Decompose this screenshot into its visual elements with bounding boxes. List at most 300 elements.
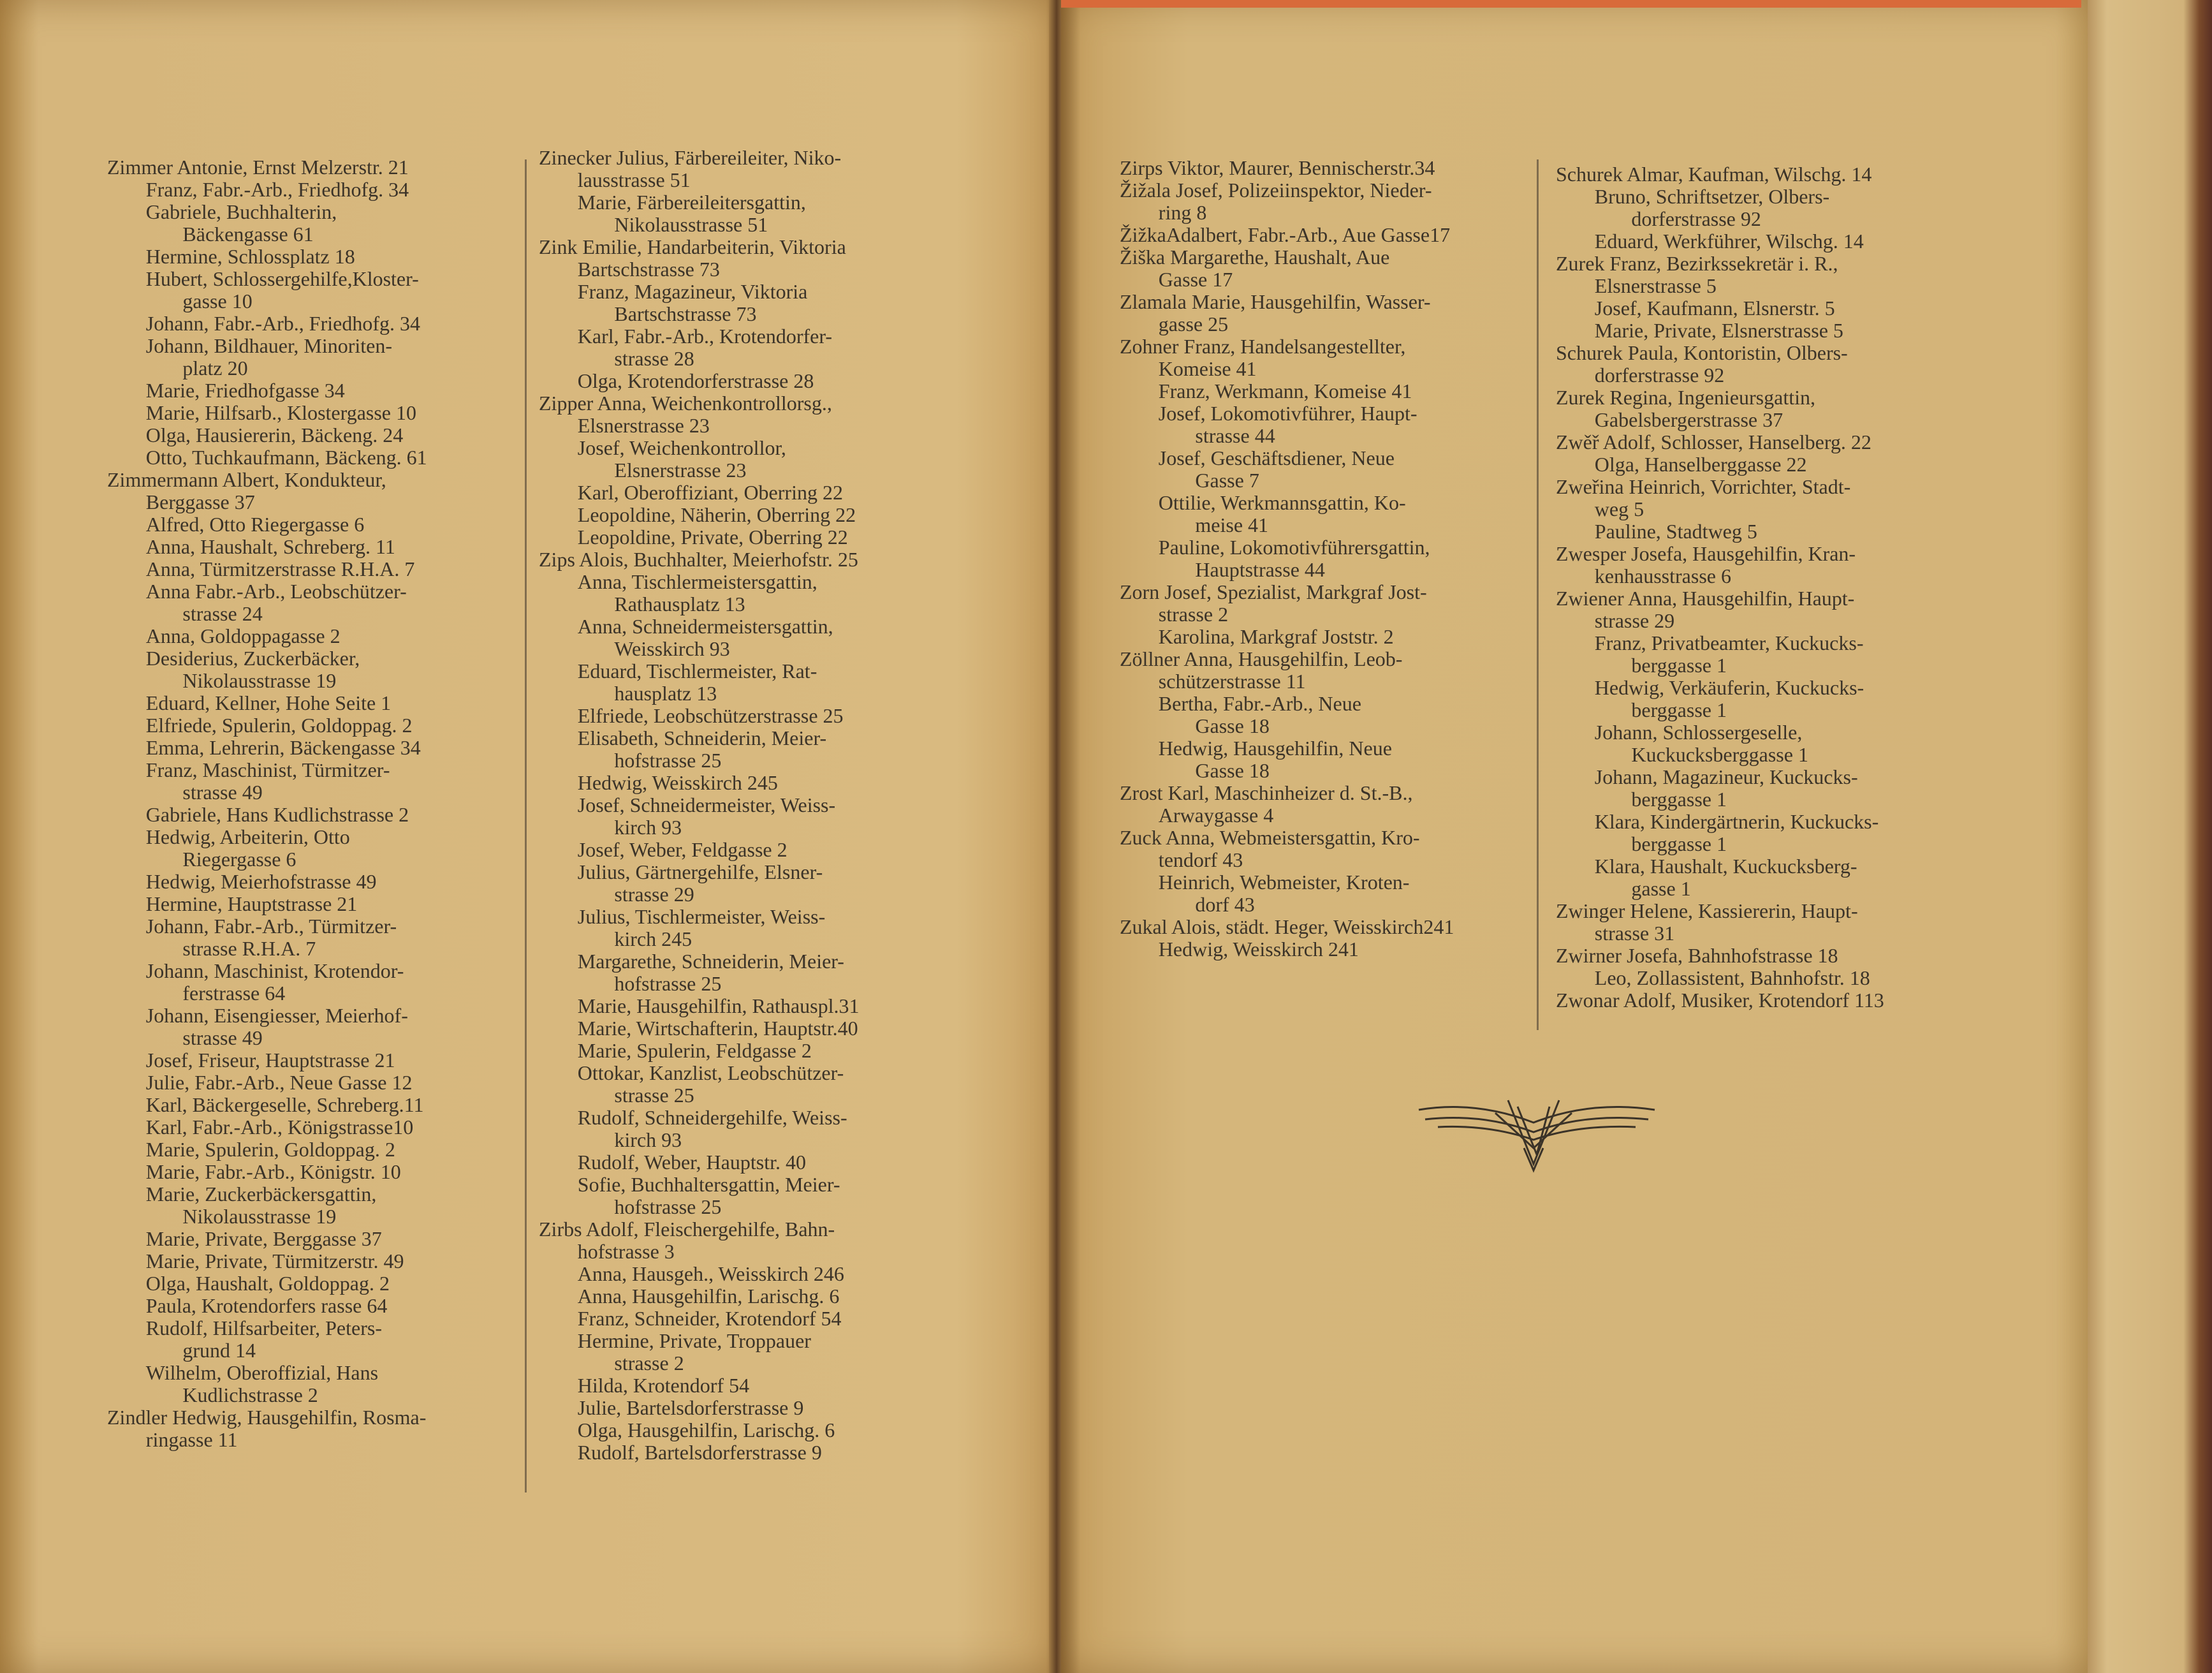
back-cover: [2088, 0, 2212, 1673]
directory-sub-entry: [539, 794, 953, 839]
entry-line: Zirps Viktor, Maurer, Bennischerstr.34: [1120, 156, 1435, 179]
entry-continuation-line: gasse 10: [182, 290, 253, 313]
entry-continuation-line: Nikolausstrasse 19: [182, 1205, 337, 1228]
directory-sub-entry: [107, 647, 518, 692]
entry-line: Elfriede, Spulerin, Goldoppag. 2: [145, 714, 413, 737]
entry-continuation-line: hausplatz 13: [614, 682, 717, 705]
directory-sub-entry: [1556, 230, 1977, 253]
entry-line: Johann, Fabr.-Arb., Türmitzer-: [145, 915, 397, 938]
entry-line: Franz, Schneider, Krotendorf 54: [577, 1307, 842, 1330]
entry-line: Anna, Schneidermeistersgattin,: [577, 615, 833, 638]
entry-continuation-line: Nikolausstrasse 19: [182, 669, 337, 692]
directory-sub-entry: [107, 1228, 518, 1250]
entry-line: Pauline, Lokomotivführersgattin,: [1158, 536, 1430, 559]
entry-line: Elfriede, Leobschützerstrasse 25: [577, 704, 844, 727]
entry-line: Zrost Karl, Maschinheizer d. St.-B.,: [1120, 781, 1413, 804]
entry-line: Marie, Private, Berggasse 37: [145, 1227, 382, 1250]
entry-line: Olga, Hausgehilfin, Larischg. 6: [577, 1419, 835, 1441]
entry-line: Franz, Fabr.-Arb., Friedhofg. 34: [145, 178, 409, 201]
entry-line: Zöllner Anna, Hausgehilfin, Leob-: [1120, 647, 1403, 670]
entry-line: Žižala Josef, Polizeiinspektor, Nieder-: [1120, 179, 1432, 202]
entry-line: Karolina, Markgraf Joststr. 2: [1158, 625, 1394, 648]
directory-sub-entry: [539, 1375, 953, 1397]
entry-line: Emma, Lehrerin, Bäckengasse 34: [145, 736, 421, 759]
entry-line: Josef, Geschäftsdiener, Neue: [1158, 446, 1395, 469]
directory-sub-entry: [1120, 447, 1531, 492]
directory-sub-entry: [107, 1094, 518, 1116]
directory-sub-entry: [107, 201, 518, 246]
entry-line: Josef, Kaufmann, Elsnerstr. 5: [1594, 297, 1835, 320]
entry-line: Desiderius, Zuckerbäcker,: [145, 647, 360, 670]
column-divider-right: [1537, 159, 1539, 1030]
entry-line: Johann, Maschinist, Krotendor-: [145, 959, 404, 982]
entry-line: Marie, Friedhofgasse 34: [145, 379, 345, 402]
entry-continuation-line: lausstrasse 51: [577, 168, 691, 191]
directory-sub-entry: [1556, 632, 1977, 677]
directory-sub-entry: [1556, 320, 1977, 342]
directory-entry: [1120, 179, 1531, 224]
entry-line: Leopoldine, Private, Oberring 22: [577, 526, 848, 549]
entry-line: Johann, Schlossergeselle,: [1594, 721, 1803, 744]
directory-sub-entry: [539, 995, 953, 1017]
entry-continuation-line: hofstrasse 25: [614, 972, 722, 995]
entry-line: Franz, Privatbeamter, Kuckucks-: [1594, 631, 1864, 654]
directory-sub-entry: [107, 558, 518, 580]
entry-line: Marie, Zuckerbäckersgattin,: [145, 1183, 377, 1205]
directory-sub-entry: [539, 1330, 953, 1375]
entry-line: ŽižkaAdalbert, Fabr.-Arb., Aue Gasse17: [1120, 223, 1451, 246]
entry-continuation-line: gasse 1: [1631, 877, 1691, 900]
entry-line: Marie, Fabr.-Arb., Königstr. 10: [145, 1160, 401, 1183]
entry-continuation-line: strasse 2: [1158, 603, 1229, 626]
entry-line: Marie, Hilfsarb., Klostergasse 10: [145, 401, 416, 424]
entry-line: Zwěř Adolf, Schlosser, Hanselberg. 22: [1556, 431, 1871, 453]
directory-entry: [1556, 253, 1977, 297]
directory-entry: [1556, 387, 1977, 431]
directory-entry: [1120, 648, 1531, 693]
directory-sub-entry: [539, 281, 953, 325]
entry-line: Bruno, Schriftsetzer, Olbers-: [1594, 185, 1830, 208]
directory-sub-entry: [539, 727, 953, 772]
directory-sub-entry: [539, 1263, 953, 1285]
directory-sub-entry: [107, 402, 518, 424]
directory-sub-entry: [539, 1017, 953, 1040]
entry-continuation-line: Hauptstrasse 44: [1195, 558, 1325, 581]
entry-line: Hermine, Schlossplatz 18: [145, 245, 355, 268]
entry-continuation-line: strasse 29: [614, 883, 694, 906]
entry-line: Zorn Josef, Spezialist, Markgraf Jost-: [1120, 580, 1427, 603]
directory-sub-entry: [107, 536, 518, 558]
entry-continuation-line: Rathausplatz 13: [614, 593, 745, 615]
entry-line: Olga, Hausiererin, Bäckeng. 24: [145, 424, 404, 446]
directory-sub-entry: [539, 437, 953, 482]
entry-line: Anna, Hausgehilfin, Larischg. 6: [577, 1285, 840, 1308]
directory-sub-entry: [1120, 871, 1531, 916]
entry-line: Josef, Weichenkontrollor,: [577, 436, 786, 459]
directory-sub-entry: [107, 915, 518, 960]
entry-line: Zwonar Adolf, Musiker, Krotendorf 113: [1556, 989, 1884, 1012]
directory-sub-entry: [107, 513, 518, 536]
entry-line: Hermine, Private, Troppauer: [577, 1329, 811, 1352]
directory-entry: [1556, 476, 1977, 520]
directory-entry: [1120, 246, 1531, 291]
directory-entry: [1556, 989, 1977, 1012]
directory-sub-entry: [107, 335, 518, 380]
entry-line: Zinecker Julius, Färbereileiter, Niko-: [539, 146, 842, 169]
entry-line: Marie, Private, Elsnerstrasse 5: [1594, 319, 1843, 342]
entry-line: Karl, Bäckergeselle, Schreberg.11: [145, 1093, 424, 1116]
directory-sub-entry: [107, 1161, 518, 1183]
entry-continuation-line: Kudlichstrasse 2: [182, 1383, 318, 1406]
entry-continuation-line: Nikolausstrasse 51: [614, 213, 768, 236]
entry-line: Josef, Weber, Feldgasse 2: [577, 838, 787, 861]
entry-line: Karl, Fabr.-Arb., Königstrasse10: [145, 1116, 414, 1139]
entry-line: Karl, Oberoffiziant, Oberring 22: [577, 481, 843, 504]
directory-sub-entry: [107, 804, 518, 826]
entry-continuation-line: Elsnerstrasse 5: [1594, 274, 1717, 297]
entry-continuation-line: schützerstrasse 11: [1158, 670, 1306, 693]
entry-continuation-line: strasse 24: [182, 602, 263, 625]
directory-sub-entry: [539, 705, 953, 727]
entry-continuation-line: Gasse 17: [1158, 268, 1233, 291]
entry-line: Schurek Paula, Kontoristin, Olbers-: [1556, 341, 1848, 364]
directory-sub-entry: [107, 826, 518, 871]
directory-sub-entry: [107, 1317, 518, 1362]
directory-entry: [107, 156, 518, 179]
directory-sub-entry: [107, 625, 518, 647]
directory-sub-entry: [107, 737, 518, 759]
directory-entry: [1556, 163, 1977, 186]
entry-line: Sofie, Buchhaltersgattin, Meier-: [577, 1173, 840, 1196]
entry-line: Johann, Eisengiesser, Meierhof-: [145, 1004, 408, 1027]
directory-sub-entry: [539, 1151, 953, 1174]
entry-continuation-line: strasse 28: [614, 347, 694, 370]
entry-line: Anna Fabr.-Arb., Leobschützer-: [145, 580, 407, 603]
entry-line: Julie, Fabr.-Arb., Neue Gasse 12: [145, 1071, 413, 1094]
entry-line: Marie, Wirtschafterin, Hauptstr.40: [577, 1017, 858, 1040]
directory-sub-entry: [1120, 402, 1531, 447]
directory-sub-entry: [539, 526, 953, 549]
entry-line: Zips Alois, Buchhalter, Meierhofstr. 25: [539, 548, 858, 571]
directory-sub-entry: [1556, 766, 1977, 811]
entry-line: Klara, Kindergärtnerin, Kuckucks-: [1594, 810, 1879, 833]
directory-column-1: [107, 156, 518, 1451]
directory-entry: [539, 392, 953, 437]
entry-line: Julius, Gärtnergehilfe, Elsner-: [577, 860, 823, 883]
entry-continuation-line: hofstrasse 3: [577, 1240, 675, 1263]
directory-sub-entry: [107, 692, 518, 714]
entry-continuation-line: Kuckucksberggasse 1: [1631, 743, 1808, 766]
directory-sub-entry: [107, 1362, 518, 1406]
entry-continuation-line: kenhausstrasse 6: [1594, 564, 1731, 587]
entry-line: Zukal Alois, städt. Heger, Weisskirch241: [1120, 915, 1454, 938]
entry-line: Zwinger Helene, Kassiererin, Haupt-: [1556, 899, 1858, 922]
entry-continuation-line: ringasse 11: [145, 1428, 238, 1451]
entry-line: Zipper Anna, Weichenkontrollorsg.,: [539, 392, 832, 415]
entry-line: Anna, Hausgeh., Weisskirch 246: [577, 1262, 844, 1285]
entry-line: Zimmermann Albert, Kondukteur,: [107, 468, 386, 491]
directory-sub-entry: [539, 1174, 953, 1218]
entry-continuation-line: strasse 2: [614, 1352, 684, 1375]
directory-sub-entry: [107, 1049, 518, 1072]
directory-sub-entry: [539, 504, 953, 526]
entry-line: Julie, Bartelsdorferstrasse 9: [577, 1396, 804, 1419]
directory-sub-entry: [107, 446, 518, 469]
decorative-ornament: [1412, 1087, 1661, 1177]
entry-continuation-line: strasse R.H.A. 7: [182, 937, 316, 960]
entry-continuation-line: Gasse 7: [1195, 469, 1259, 492]
entry-continuation-line: Weisskirch 93: [614, 637, 730, 660]
directory-sub-entry: [539, 1419, 953, 1441]
entry-continuation-line: Bäckengasse 61: [182, 223, 314, 246]
entry-line: Hedwig, Hausgehilfin, Neue: [1158, 737, 1392, 760]
directory-sub-entry: [107, 893, 518, 915]
entry-line: Johann, Bildhauer, Minoriten-: [145, 334, 392, 357]
directory-entry: [107, 1406, 518, 1451]
entry-continuation-line: kirch 93: [614, 816, 682, 839]
directory-sub-entry: [1120, 492, 1531, 536]
entry-continuation-line: Komeise 41: [1158, 357, 1257, 380]
directory-entry: [1120, 827, 1531, 871]
entry-continuation-line: strasse 29: [1594, 609, 1675, 632]
entry-line: Hedwig, Weisskirch 241: [1158, 938, 1359, 961]
entry-line: Hedwig, Meierhofstrasse 49: [145, 870, 377, 893]
entry-line: Marie, Private, Türmitzerstr. 49: [145, 1249, 404, 1272]
entry-line: Zurek Franz, Bezirkssekretär i. R.,: [1556, 252, 1838, 275]
directory-entry: [1556, 587, 1977, 632]
entry-line: Otto, Tuchkaufmann, Bäckeng. 61: [145, 446, 427, 469]
entry-line: Karl, Fabr.-Arb., Krotendorfer-: [577, 325, 833, 348]
entry-line: Elisabeth, Schneiderin, Meier-: [577, 726, 827, 749]
entry-line: Eduard, Werkführer, Wilschg. 14: [1594, 230, 1864, 253]
directory-entry: [1120, 916, 1531, 938]
entry-continuation-line: hofstrasse 25: [614, 1195, 722, 1218]
directory-sub-entry: [1556, 186, 1977, 230]
entry-line: Franz, Maschinist, Türmitzer-: [145, 758, 390, 781]
directory-sub-entry: [539, 1040, 953, 1062]
directory-sub-entry: [107, 1005, 518, 1049]
entry-line: Heinrich, Webmeister, Kroten-: [1158, 871, 1410, 894]
entry-line: Johann, Fabr.-Arb., Friedhofg. 34: [145, 312, 420, 335]
directory-sub-entry: [107, 714, 518, 737]
entry-continuation-line: dorferstrasse 92: [1631, 207, 1761, 230]
directory-sub-entry: [107, 268, 518, 313]
directory-entry: [539, 147, 953, 191]
directory-entry: [1120, 157, 1531, 179]
directory-column-3: [1120, 157, 1531, 961]
entry-line: Eduard, Kellner, Hohe Seite 1: [145, 691, 392, 714]
entry-line: Zindler Hedwig, Hausgehilfin, Rosma-: [107, 1406, 427, 1429]
entry-line: Schurek Almar, Kaufman, Wilschg. 14: [1556, 163, 1872, 186]
entry-continuation-line: strasse 49: [182, 781, 263, 804]
entry-continuation-line: Elsnerstrasse 23: [577, 414, 710, 437]
entry-line: Josef, Friseur, Hauptstrasse 21: [145, 1049, 395, 1072]
directory-sub-entry: [1556, 297, 1977, 320]
directory-sub-entry: [539, 861, 953, 906]
directory-entry: [1556, 431, 1977, 453]
directory-sub-entry: [539, 482, 953, 504]
entry-continuation-line: gasse 25: [1158, 313, 1229, 335]
entry-line: Rudolf, Schneidergehilfe, Weiss-: [577, 1106, 847, 1129]
directory-sub-entry: [539, 1441, 953, 1464]
entry-continuation-line: tendorf 43: [1158, 848, 1243, 871]
entry-line: Rudolf, Weber, Hauptstr. 40: [577, 1151, 806, 1174]
entry-continuation-line: Gasse 18: [1195, 759, 1270, 782]
entry-line: Zink Emilie, Handarbeiterin, Viktoria: [539, 235, 846, 258]
entry-line: Zlamala Marie, Hausgehilfin, Wasser-: [1120, 290, 1431, 313]
entry-line: Paula, Krotendorfers rasse 64: [145, 1294, 388, 1317]
entry-line: Ottokar, Kanzlist, Leobschützer-: [577, 1061, 844, 1084]
entry-continuation-line: Gasse 18: [1195, 714, 1270, 737]
entry-continuation-line: Gabelsbergerstrasse 37: [1594, 408, 1784, 431]
directory-sub-entry: [1120, 626, 1531, 648]
directory-sub-entry: [1120, 737, 1531, 782]
directory-sub-entry: [107, 871, 518, 893]
directory-sub-entry: [539, 1397, 953, 1419]
directory-entry: [1120, 335, 1531, 380]
entry-line: Leo, Zollassistent, Bahnhofstr. 18: [1594, 966, 1870, 989]
entry-continuation-line: strasse 31: [1594, 922, 1675, 945]
directory-entry: [1120, 782, 1531, 827]
entry-line: Zwiener Anna, Hausgehilfin, Haupt-: [1556, 587, 1855, 610]
entry-continuation-line: grund 14: [182, 1339, 256, 1362]
entry-line: Franz, Werkmann, Komeise 41: [1158, 380, 1412, 402]
entry-line: Rudolf, Hilfsarbeiter, Peters-: [145, 1316, 382, 1339]
directory-sub-entry: [539, 1308, 953, 1330]
directory-sub-entry: [1120, 536, 1531, 581]
entry-line: Anna, Türmitzerstrasse R.H.A. 7: [145, 557, 415, 580]
entry-line: Hedwig, Arbeiterin, Otto: [145, 825, 350, 848]
entry-continuation-line: strasse 44: [1195, 424, 1275, 447]
entry-line: Klara, Haushalt, Kuckucksberg-: [1594, 855, 1857, 878]
entry-line: Olga, Krotendorferstrasse 28: [577, 369, 814, 392]
directory-entry: [539, 236, 953, 281]
directory-sub-entry: [107, 313, 518, 335]
entry-line: Alfred, Otto Riegergasse 6: [145, 513, 365, 536]
entry-line: Rudolf, Bartelsdorferstrasse 9: [577, 1441, 822, 1464]
directory-sub-entry: [107, 1183, 518, 1228]
directory-entry: [1556, 543, 1977, 587]
directory-sub-entry: [539, 191, 953, 236]
directory-sub-entry: [107, 1272, 518, 1295]
entry-continuation-line: berggasse 1: [1631, 698, 1727, 721]
entry-line: Franz, Magazineur, Viktoria: [577, 280, 808, 303]
page-top-edge: [1061, 0, 2081, 8]
directory-sub-entry: [539, 1062, 953, 1107]
entry-continuation-line: Berggasse 37: [145, 490, 255, 513]
entry-line: Anna, Tischlermeistersgattin,: [577, 570, 817, 593]
entry-line: Hubert, Schlossergehilfe,Kloster-: [145, 267, 419, 290]
entry-line: Margarethe, Schneiderin, Meier-: [577, 950, 844, 973]
entry-line: Hermine, Hauptstrasse 21: [145, 892, 358, 915]
directory-sub-entry: [1556, 855, 1977, 900]
entry-line: Zimmer Antonie, Ernst Melzerstr. 21: [107, 156, 409, 179]
directory-column-2: [539, 147, 953, 1464]
directory-entry: [1556, 945, 1977, 967]
entry-line: Zwesper Josefa, Hausgehilfin, Kran-: [1556, 542, 1856, 565]
entry-continuation-line: kirch 93: [614, 1128, 682, 1151]
entry-line: Bertha, Fabr.-Arb., Neue: [1158, 692, 1361, 715]
entry-line: Zurek Regina, Ingenieursgattin,: [1556, 386, 1815, 409]
entry-line: Pauline, Stadtweg 5: [1594, 520, 1757, 543]
directory-sub-entry: [539, 1107, 953, 1151]
entry-line: Josef, Schneidermeister, Weiss-: [577, 793, 836, 816]
entry-line: Eduard, Tischlermeister, Rat-: [577, 660, 817, 682]
column-divider-left: [525, 159, 527, 1492]
entry-continuation-line: Elsnerstrasse 23: [614, 459, 747, 482]
entry-continuation-line: strasse 49: [182, 1026, 263, 1049]
directory-sub-entry: [1556, 967, 1977, 989]
entry-continuation-line: Arwaygasse 4: [1158, 804, 1274, 827]
entry-continuation-line: weg 5: [1594, 497, 1644, 520]
directory-sub-entry: [539, 660, 953, 705]
entry-line: Hedwig, Weisskirch 245: [577, 771, 778, 794]
entry-continuation-line: Riegergasse 6: [182, 848, 297, 871]
entry-line: Ottilie, Werkmannsgattin, Ko-: [1158, 491, 1406, 514]
entry-line: Julius, Tischlermeister, Weiss-: [577, 905, 826, 928]
directory-sub-entry: [1556, 520, 1977, 543]
entry-continuation-line: berggasse 1: [1631, 832, 1727, 855]
entry-line: Olga, Haushalt, Goldoppag. 2: [145, 1272, 390, 1295]
entry-continuation-line: berggasse 1: [1631, 654, 1727, 677]
entry-continuation-line: platz 20: [182, 357, 248, 380]
entry-line: Gabriele, Buchhalterin,: [145, 200, 337, 223]
directory-sub-entry: [539, 615, 953, 660]
directory-sub-entry: [1120, 380, 1531, 402]
entry-continuation-line: hofstrasse 25: [614, 749, 722, 772]
entry-line: Anna, Goldoppagasse 2: [145, 624, 341, 647]
entry-line: Leopoldine, Näherin, Oberring 22: [577, 503, 856, 526]
directory-column-4: [1556, 163, 1977, 1012]
entry-continuation-line: ring 8: [1158, 201, 1207, 224]
directory-entry: [107, 469, 518, 513]
directory-entry: [539, 549, 953, 571]
entry-line: Marie, Spulerin, Feldgasse 2: [577, 1039, 812, 1062]
directory-sub-entry: [1120, 693, 1531, 737]
directory-sub-entry: [107, 1116, 518, 1139]
directory-sub-entry: [107, 1295, 518, 1317]
directory-sub-entry: [539, 325, 953, 370]
directory-sub-entry: [539, 906, 953, 950]
directory-sub-entry: [539, 571, 953, 615]
entry-line: Johann, Magazineur, Kuckucks-: [1594, 765, 1858, 788]
entry-line: Marie, Spulerin, Goldoppag. 2: [145, 1138, 395, 1161]
entry-line: Olga, Hanselberggasse 22: [1594, 453, 1807, 476]
entry-line: Josef, Lokomotivführer, Haupt-: [1158, 402, 1417, 425]
directory-sub-entry: [1556, 453, 1977, 476]
directory-sub-entry: [107, 246, 518, 268]
directory-sub-entry: [107, 380, 518, 402]
entry-line: Zweřina Heinrich, Vorrichter, Stadt-: [1556, 475, 1851, 498]
entry-line: Zuck Anna, Webmeistersgattin, Kro-: [1120, 826, 1420, 849]
entry-line: Wilhelm, Oberoffizial, Hans: [145, 1361, 379, 1384]
directory-sub-entry: [107, 179, 518, 201]
entry-continuation-line: meise 41: [1195, 513, 1269, 536]
entry-continuation-line: strasse 25: [614, 1084, 694, 1107]
entry-continuation-line: Bartschstrasse 73: [577, 258, 720, 281]
directory-entry: [539, 1218, 953, 1263]
entry-continuation-line: dorf 43: [1195, 893, 1255, 916]
entry-line: Zwirner Josefa, Bahnhofstrasse 18: [1556, 944, 1838, 967]
directory-sub-entry: [1556, 811, 1977, 855]
directory-sub-entry: [539, 370, 953, 392]
directory-sub-entry: [107, 580, 518, 625]
directory-sub-entry: [107, 424, 518, 446]
entry-continuation-line: berggasse 1: [1631, 788, 1727, 811]
directory-sub-entry: [539, 1285, 953, 1308]
directory-sub-entry: [1556, 721, 1977, 766]
directory-entry: [1120, 581, 1531, 626]
